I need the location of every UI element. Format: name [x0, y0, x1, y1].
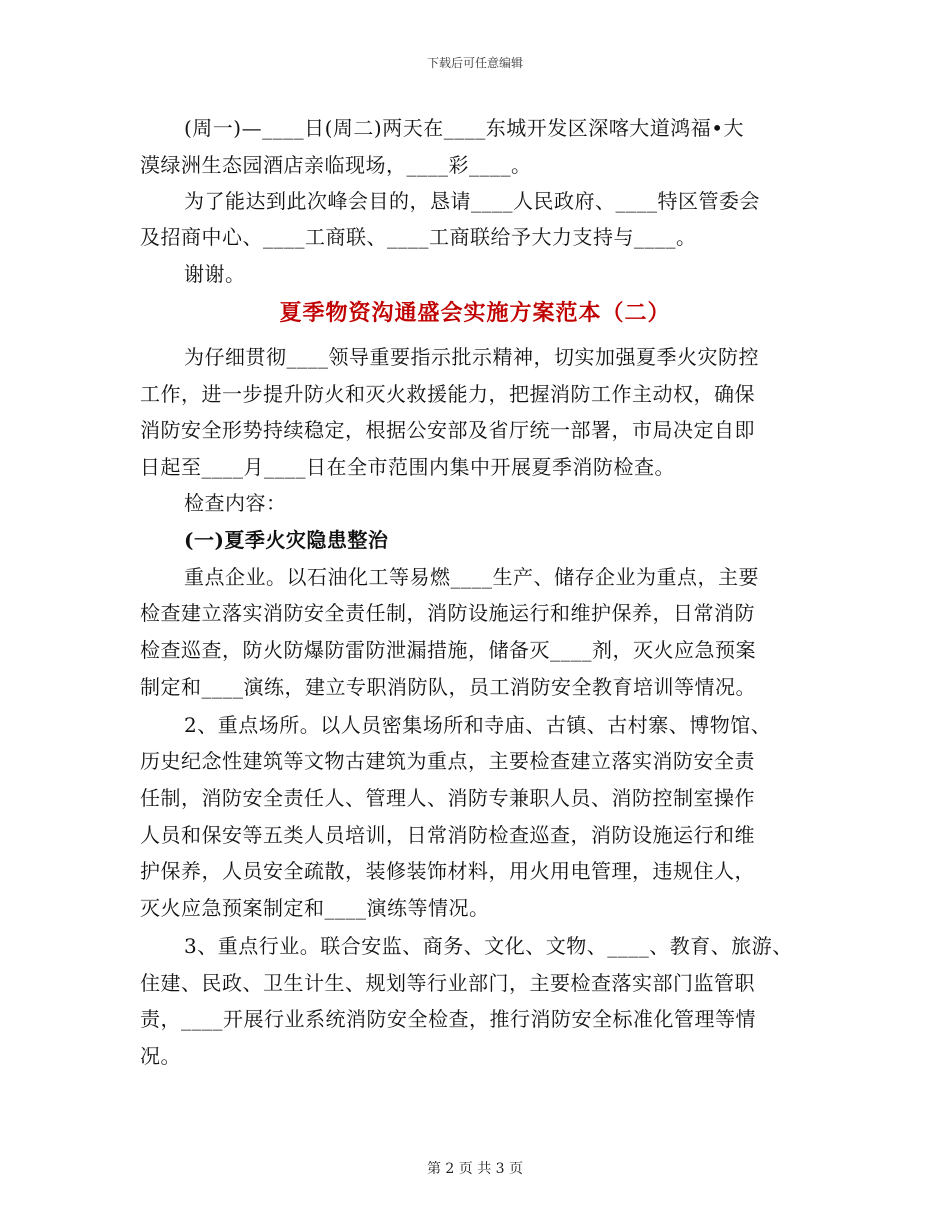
text-line: 制定和____演练，建立专职消防队，员工消防安全教育培训等情况。	[140, 675, 756, 699]
text-line: 重点企业。以石油化工等易燃____生产、储存企业为重点，主要	[184, 565, 759, 589]
text-line: 谢谢。	[184, 262, 246, 286]
text-line: 为了能达到此次峰会目的，恳请____人民政府、____特区管委会	[184, 189, 760, 213]
text-line: 检查建立落实消防安全责任制，消防设施运行和维护保养，日常消防	[140, 601, 755, 625]
text-line: 护保养，人员安全疏散，装修装饰材料，用火用电管理，违规住人，	[140, 859, 755, 883]
text-line: 住建、民政、卫生计生、规划等行业部门，主要检查落实部门监管职	[140, 971, 755, 995]
text-line: 灭火应急预案制定和____演练等情况。	[140, 896, 490, 920]
text-line: 2、重点场所。以人员密集场所和寺庙、古镇、古村寨、博物馆、	[184, 713, 772, 737]
text-line: 消防安全形势持续稳定，根据公安部及省厅统一部署，市局决定自即	[140, 418, 755, 442]
text-line: 工作，进一步提升防火和灭火救援能力，把握消防工作主动权，确保	[140, 382, 755, 406]
text-line: 历史纪念性建筑等文物古建筑为重点，主要检查建立落实消防安全责	[140, 749, 755, 773]
text-line: 日起至____月____日在全市范围内集中开展夏季消防检查。	[140, 455, 675, 479]
text-line: 任制，消防安全责任人、管理人、消防专兼职人员、消防控制室操作	[140, 786, 755, 810]
text-line: 及招商中心、____工商联、____工商联给予大力支持与____。	[140, 225, 697, 249]
text-line: 责，____开展行业系统消防安全检查，推行消防安全标准化管理等情	[140, 1007, 756, 1031]
text-line: 检查巡查，防火防爆防雷防泄漏措施，储备灭____剂，灭火应急预案	[140, 638, 756, 662]
text-line: 检查内容：	[184, 491, 287, 515]
section-heading: 夏季物资沟通盛会实施方案范本（二）	[279, 300, 671, 326]
page-footer: 第 2 页 共 3 页	[426, 1161, 524, 1177]
text-line: 为仔细贯彻____领导重要指示批示精神，切实加强夏季火灾防控	[184, 345, 759, 369]
text-line: 漠绿洲生态园酒店亲临现场，____彩____。	[140, 153, 532, 177]
text-line: 3、重点行业。联合安监、商务、文化、文物、____、教育、旅游、	[184, 934, 793, 958]
subsection-heading: (一)夏季火灾隐患整治	[184, 528, 389, 552]
text-line: 人员和保安等五类人员培训，日常消防检查巡查，消防设施运行和维	[140, 823, 755, 847]
text-line: 况。	[140, 1044, 181, 1068]
text-line: (周一)—____日(周二)两天在____东城开发区深喀大道鸿福•大	[184, 116, 745, 140]
page-header: 下载后可任意编辑	[426, 56, 523, 70]
